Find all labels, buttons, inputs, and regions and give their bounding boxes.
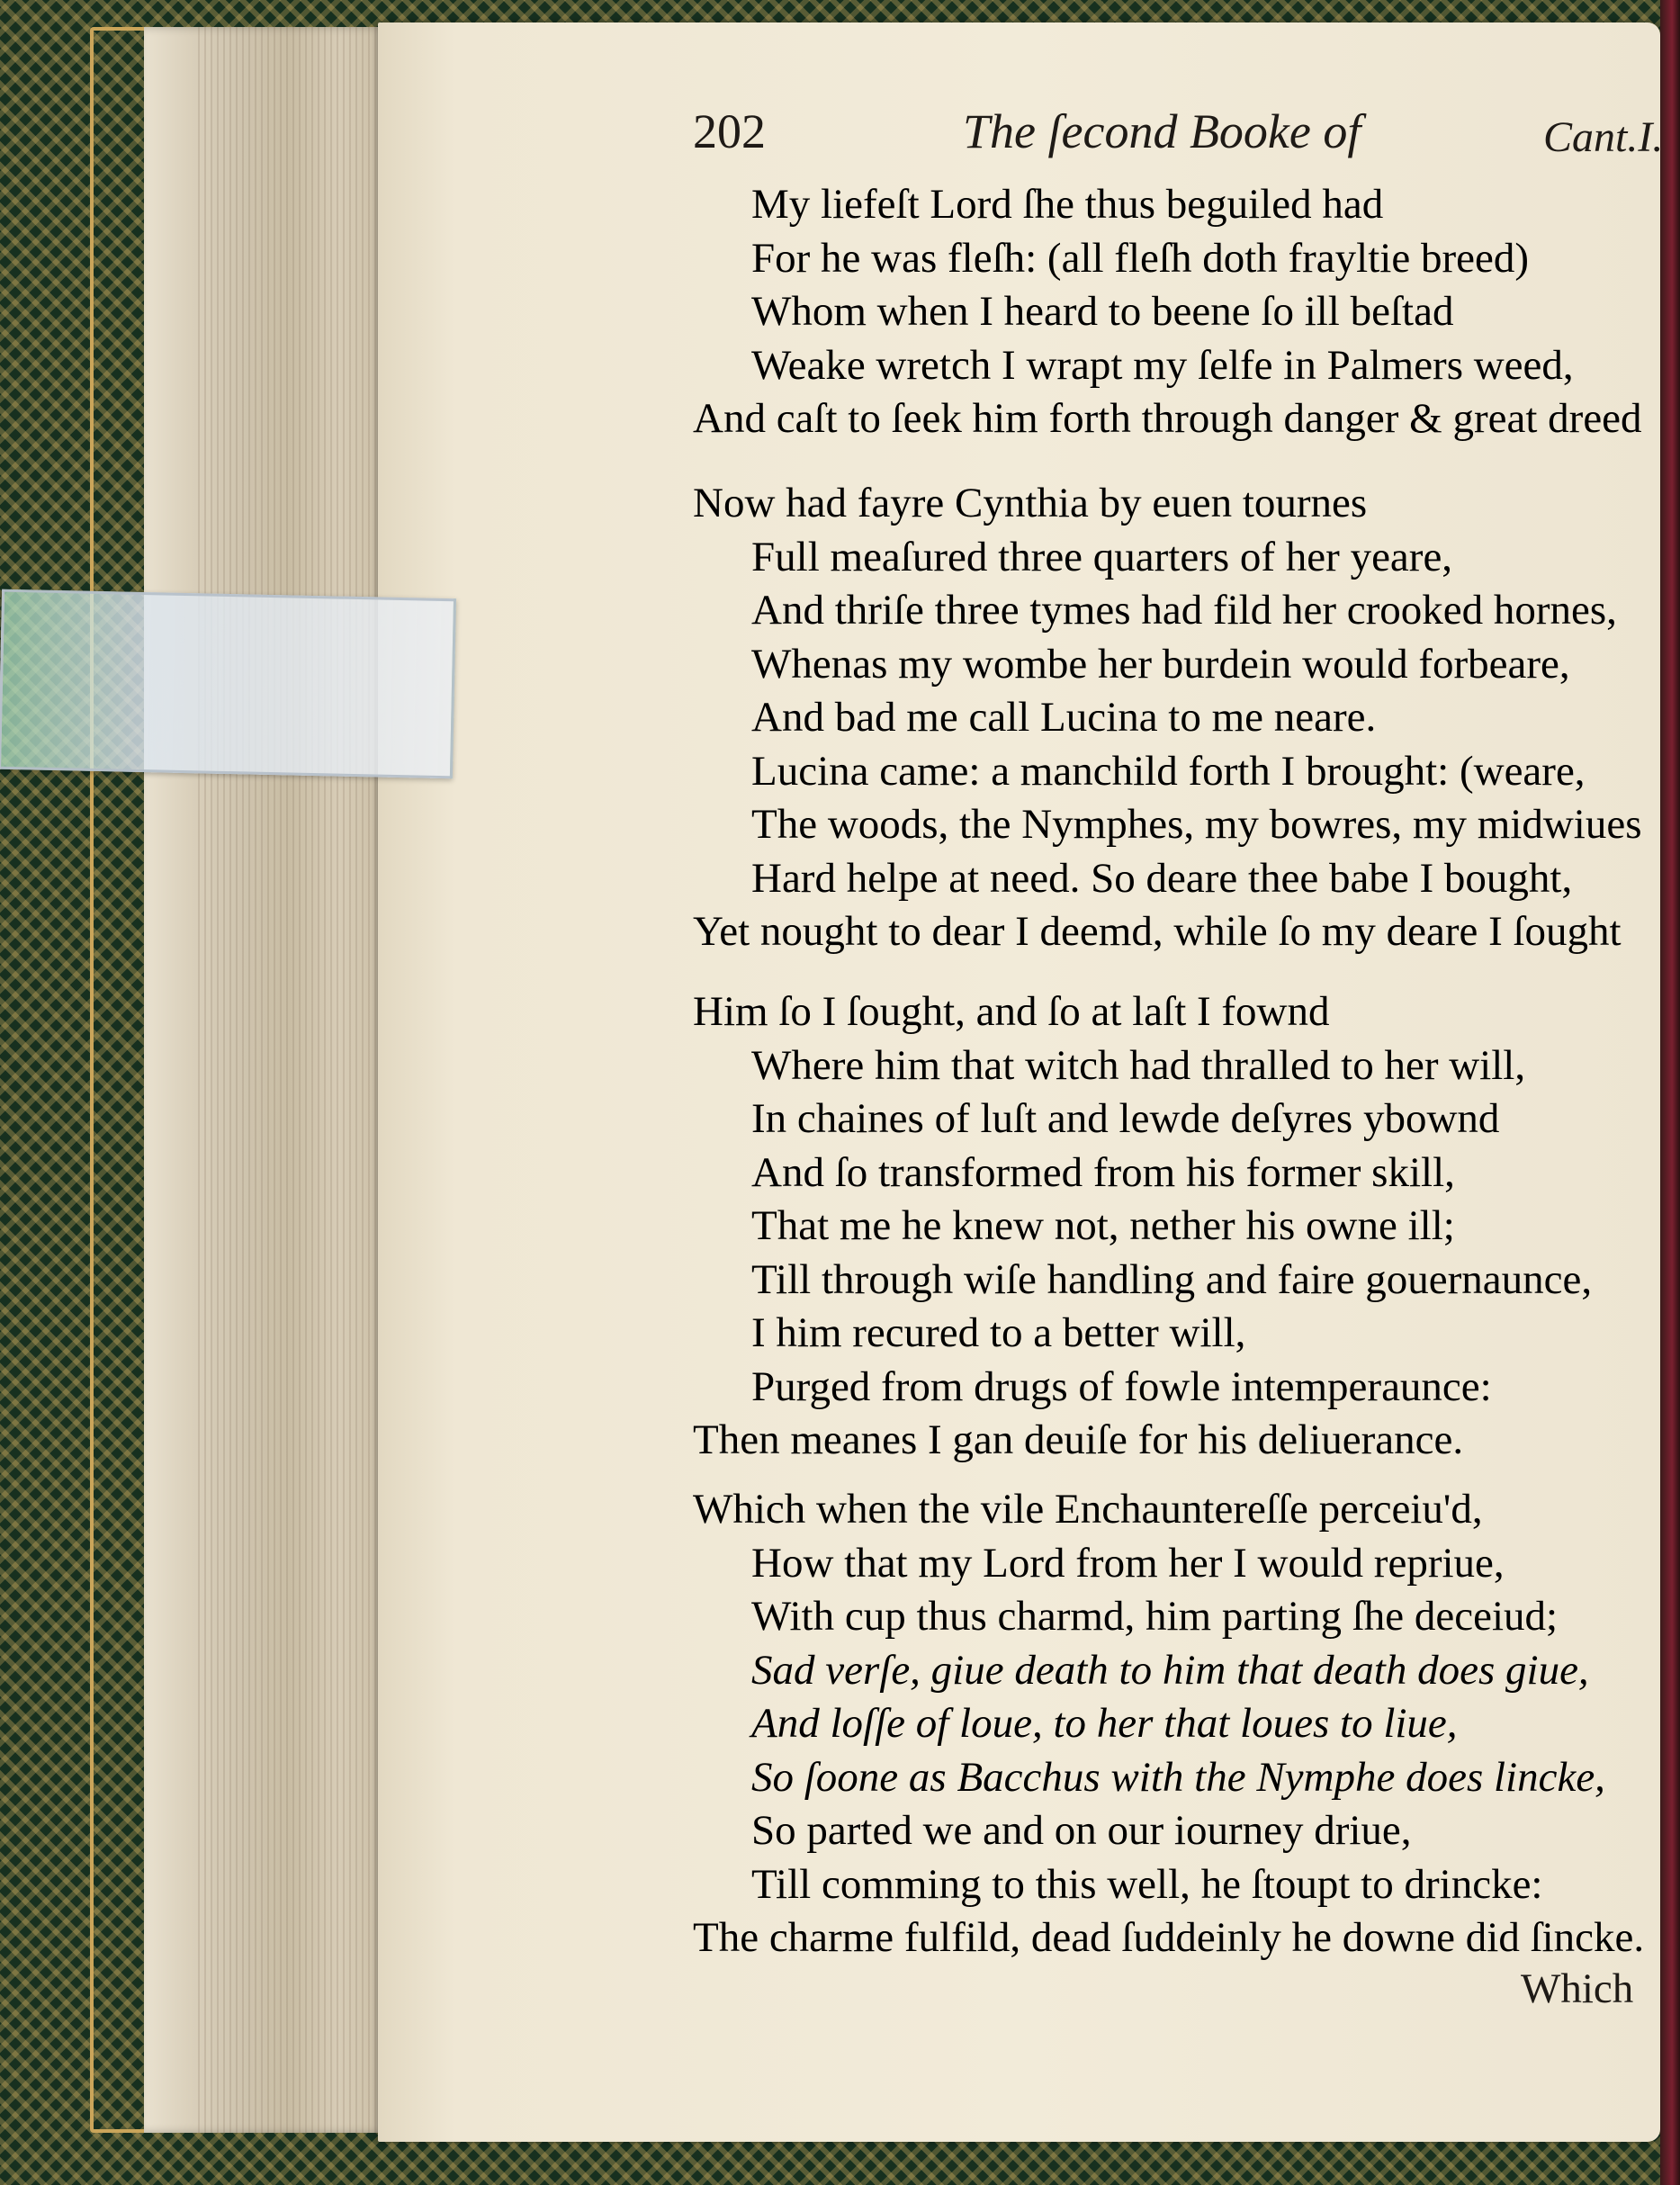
canto-label: Cant.I. xyxy=(1543,113,1664,161)
verse-line: Whenas my wombe her burdein would forbeare, xyxy=(751,640,1570,688)
verse-line: Now had fayre Cynthia by euen tournes xyxy=(693,480,1368,526)
verse-line: In chaines of luſt and lewde deſyres ybownd xyxy=(751,1095,1500,1142)
catchword: Which xyxy=(1521,1965,1634,2012)
verse-line: Till comming to this well, he ſtoupt to drincke: xyxy=(751,1860,1543,1908)
right-cover-edge xyxy=(1660,0,1680,2185)
verse-line: Full meaſured three quarters of her yeare, xyxy=(751,533,1453,580)
stanza-2 xyxy=(693,477,1647,959)
stanza-4 xyxy=(693,1483,1647,1965)
verse-line: Him ſo I ſought, and ſo at laſt I fownd xyxy=(693,988,1330,1035)
verse-line: The charme fulfild, dead ſuddeinly he downe did ſincke. xyxy=(693,1914,1645,1961)
verse-line: Weake wretch I wrapt my ſelfe in Palmers weed, xyxy=(751,341,1574,389)
verse-line: Hard helpe at need. So deare thee babe I bought, xyxy=(751,854,1573,902)
verse-line: For he was fleſh: (all fleſh doth frayltie breed) xyxy=(751,234,1529,282)
verse-line: Where him that witch had thralled to her will, xyxy=(751,1041,1526,1089)
verse-line: Till through wiſe handling and faire gouernaunce, xyxy=(751,1255,1593,1303)
verse-line: And thriſe three tymes had fild her crooked hornes, xyxy=(751,587,1617,634)
verse-line: That me he knew not, nether his owne ill; xyxy=(751,1202,1455,1249)
verse-line: And caſt to ſeek him forth through danger & great dreed xyxy=(693,395,1642,442)
transparent-bookmark-tab xyxy=(0,589,456,779)
verse-line-italic: Sad verſe, giue death to him that death does giue, xyxy=(751,1646,1589,1694)
verse-line: Which when the vile Enchauntereſſe perceiu'd, xyxy=(693,1486,1483,1533)
verse-line: Yet nought to dear I deemd, while ſo my deare I ſought xyxy=(693,908,1622,955)
verse-line: Lucina came: a manchild forth I brought: (weare, xyxy=(751,747,1586,795)
verse-line: With cup thus charmd, him parting ſhe deceiud; xyxy=(751,1593,1559,1640)
stanza-3 xyxy=(693,985,1647,1468)
verse-line-italic: So ſoone as Bacchus with the Nymphe does lincke, xyxy=(751,1753,1605,1801)
verse-line: Whom when I heard to beene ſo ill beſtad xyxy=(751,288,1454,335)
verse-line: Purged from drugs of fowle intemperaunce: xyxy=(751,1362,1492,1410)
page-stack-edge xyxy=(144,27,387,2133)
verse-line: I him recured to a better will, xyxy=(751,1309,1246,1356)
page-number: 202 xyxy=(693,104,766,158)
running-title: The ſecond Booke of xyxy=(963,104,1361,158)
verse-line: So parted we and on our iourney driue, xyxy=(751,1807,1412,1854)
verse-line: How that my Lord from her I would repriue, xyxy=(751,1539,1505,1587)
verse-line: The woods, the Nymphes, my bowres, my midwiues xyxy=(751,801,1642,848)
verse-line-italic: And loſſe of loue, to her that loues to liue, xyxy=(751,1700,1458,1747)
verse-line: And bad me call Lucina to me neare. xyxy=(751,694,1377,741)
verse-line: And ſo transformed from his former skill, xyxy=(751,1148,1455,1196)
verse-line: My liefeſt Lord ſhe thus beguiled had xyxy=(751,181,1384,228)
verse-line: Then meanes I gan deuiſe for his deliuerance. xyxy=(693,1416,1464,1463)
stanza-1 xyxy=(693,178,1647,446)
